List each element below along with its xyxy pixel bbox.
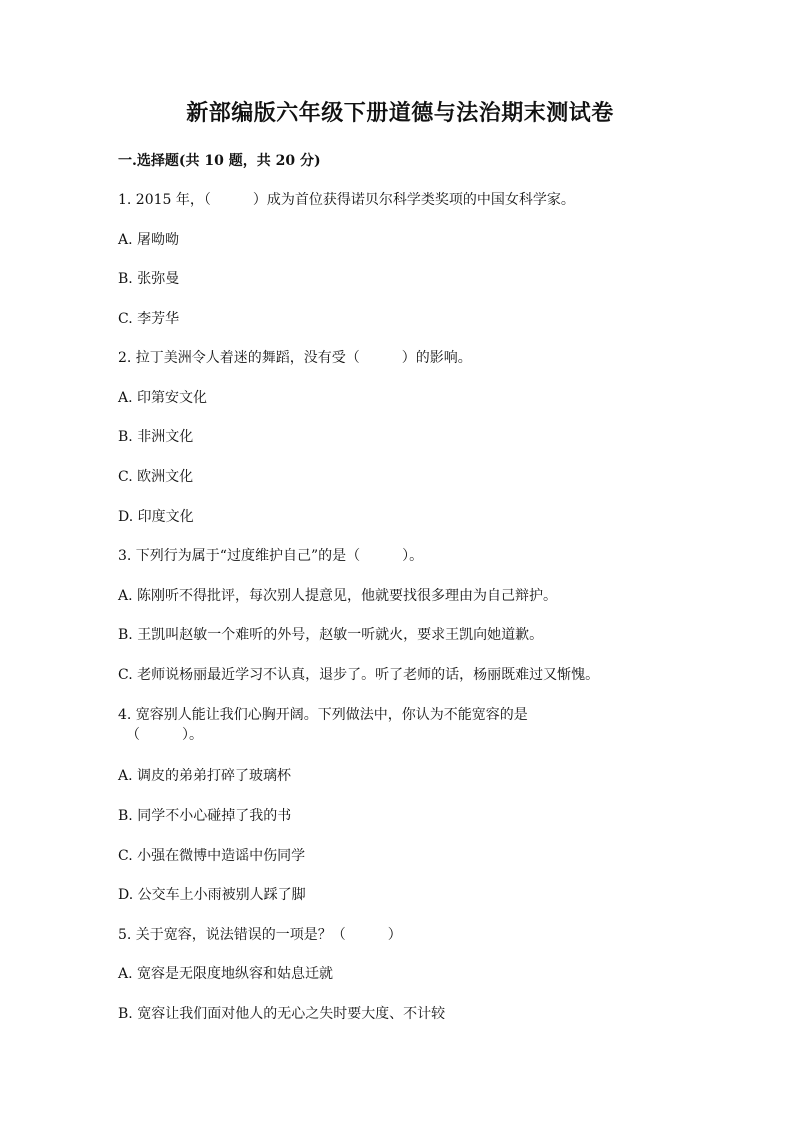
- question-3-option-b: B. 王凯叫赵敏一个难听的外号，赵敏一听就火，要求王凯向她道歉。: [118, 627, 544, 643]
- question-3-option-a: A. 陈刚听不得批评，每次别人提意见，他就要找很多理由为自己辩护。: [118, 588, 558, 604]
- question-2-option-a: A. 印第安文化: [118, 390, 208, 406]
- question-1-option-b: B. 张弥曼: [118, 271, 180, 287]
- question-2-option-c: C. 欧洲文化: [118, 469, 194, 485]
- question-2-stem: 2. 拉丁美洲令人着迷的舞蹈，没有受（ ）的影响。: [118, 350, 472, 366]
- question-4-stem-continuation: （ ）。: [126, 727, 203, 743]
- question-1-option-c: C. 李芳华: [118, 311, 180, 327]
- question-3-option-c: C. 老师说杨丽最近学习不认真，退步了。听了老师的话，杨丽既难过又惭愧。: [118, 667, 600, 683]
- question-4-stem: 4. 宽容别人能让我们心胸开阔。下列做法中，你认为不能宽容的是: [118, 707, 528, 723]
- question-4-option-a: A. 调皮的弟弟打碎了玻璃杯: [118, 768, 292, 784]
- question-4-option-b: B. 同学不小心碰掉了我的书: [118, 808, 292, 824]
- question-2-option-d: D. 印度文化: [118, 509, 194, 525]
- question-5-stem: 5. 关于宽容，说法错误的一项是？（ ）: [118, 927, 402, 943]
- section-heading: 一.选择题(共 10 题，共 20 分): [118, 153, 321, 169]
- question-4-option-d: D. 公交车上小雨被别人踩了脚: [118, 887, 306, 903]
- question-5-option-b: B. 宽容让我们面对他人的无心之失时要大度、不计较: [118, 1006, 446, 1022]
- question-5-option-a: A. 宽容是无限度地纵容和姑息迁就: [118, 966, 334, 982]
- page-title: 新部编版六年级下册道德与法治期末测试卷: [186, 100, 614, 126]
- question-4-option-c: C. 小强在微博中造谣中伤同学: [118, 848, 306, 864]
- question-3-stem: 3. 下列行为属于“过度维护自己”的是（ ）。: [118, 548, 424, 564]
- question-1-option-a: A. 屠呦呦: [118, 232, 180, 248]
- question-1-stem: 1. 2015 年，（ ）成为首位获得诺贝尔科学类奖项的中国女科学家。: [118, 192, 575, 208]
- question-2-option-b: B. 非洲文化: [118, 429, 194, 445]
